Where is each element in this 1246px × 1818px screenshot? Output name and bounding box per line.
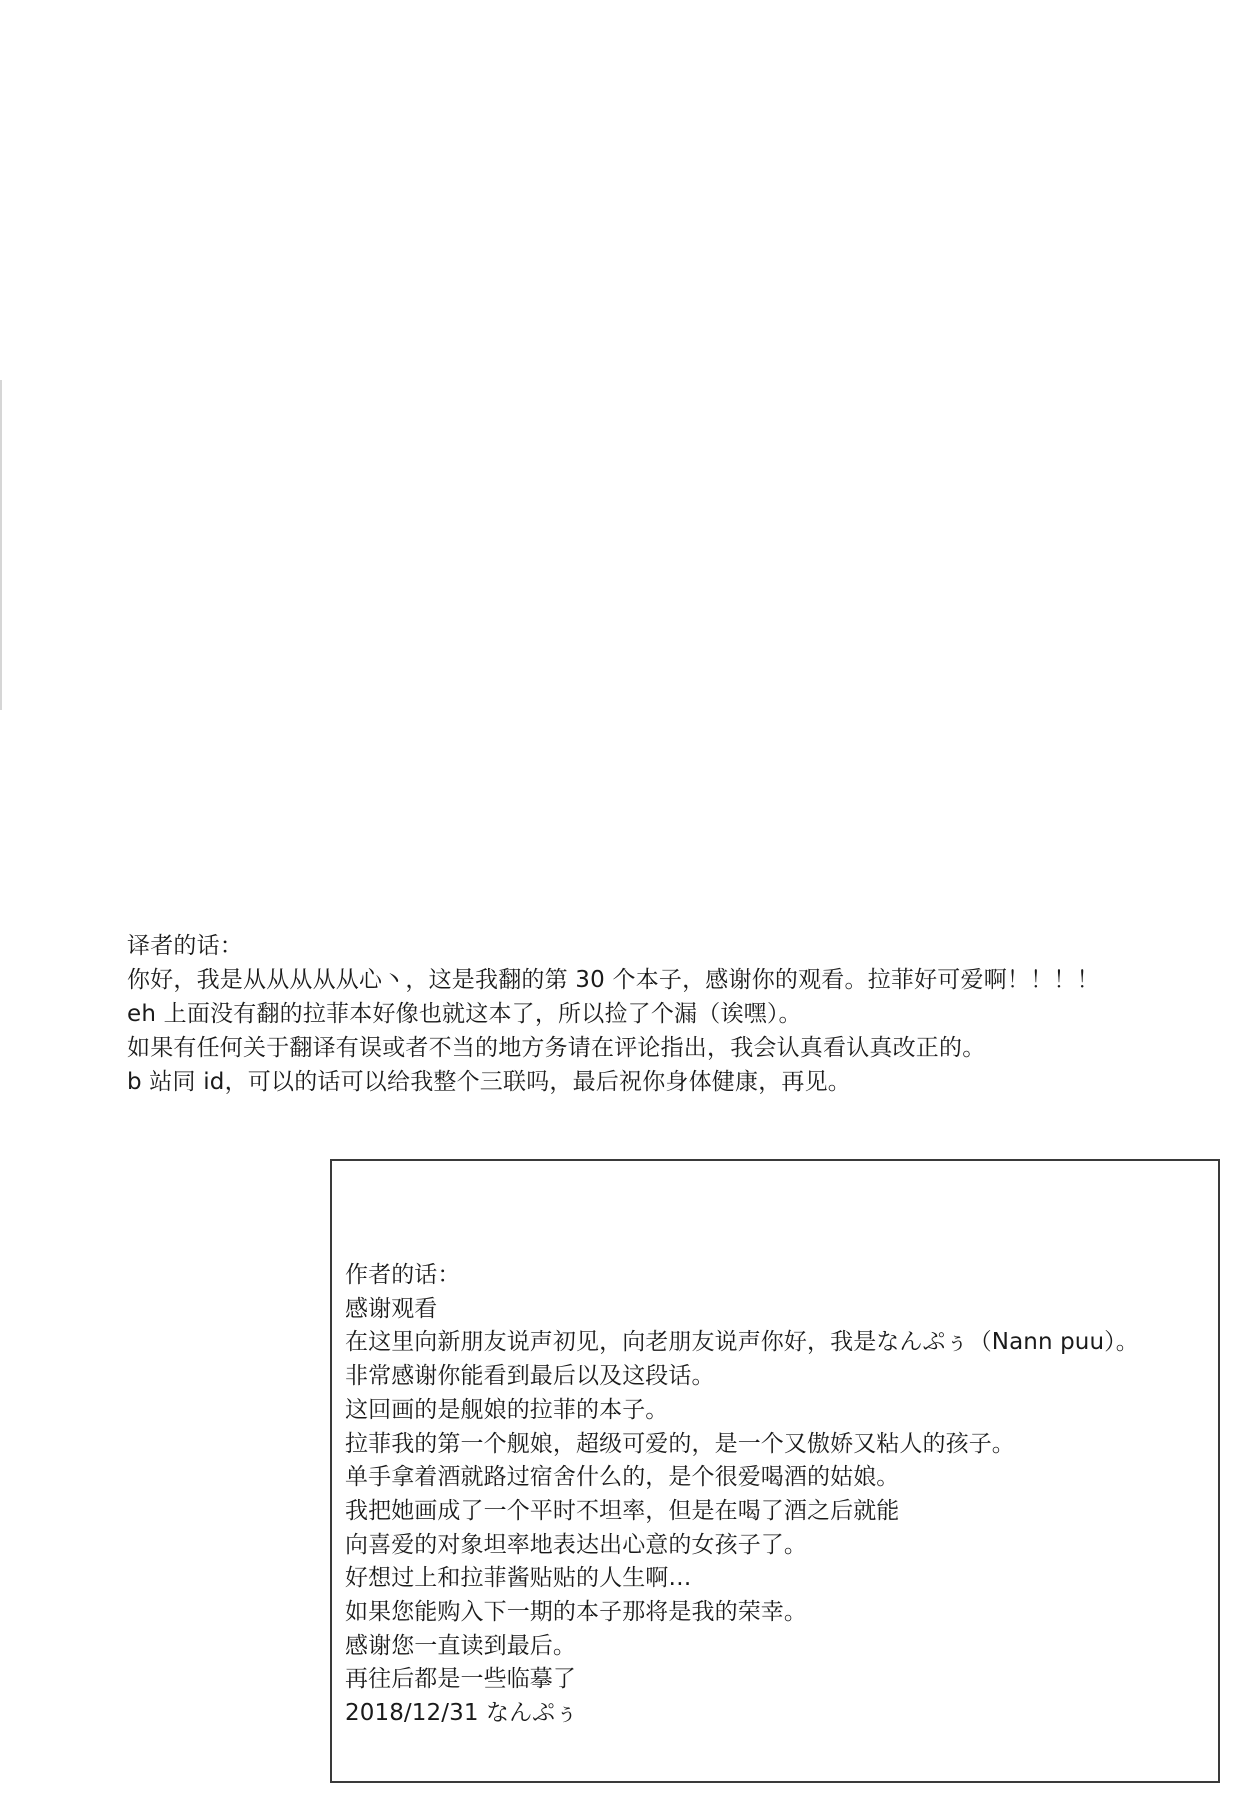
translator-note-line: b 站同 id，可以的话可以给我整个三联吗，最后祝你身体健康，再见。 [127,1069,852,1095]
author-note-signature: 2018/12/31 なんぷぅ [345,1700,579,1727]
translator-note-heading: 译者的话： [127,933,243,959]
author-note-line: 感谢观看 [345,1295,438,1322]
author-note-line: 向喜爱的对象坦率地表达出心意的女孩子了。 [345,1531,807,1558]
translator-note-line: 如果有任何关于翻译有误或者不当的地方务请在评论指出，我会认真看认真改正的。 [127,1035,986,1061]
author-note-line: 好想过上和拉菲酱贴贴的人生啊… [345,1565,692,1592]
author-note-line: 非常感谢你能看到最后以及这段话。 [345,1363,715,1390]
author-note-line: 再往后都是一些临摹了 [345,1666,576,1693]
author-note-heading: 作者的话： [345,1262,461,1288]
author-note-line: 如果您能购入下一期的本子那将是我的荣幸。 [345,1599,807,1626]
translator-note-line: 你好，我是从从从从从心丶，这是我翻的第 30 个本子，感谢你的观看。拉菲好可爱啊！！！！ [127,967,1100,993]
author-note-line: 拉菲我的第一个舰娘，超级可爱的，是一个又傲娇又粘人的孩子。 [345,1430,1015,1457]
author-note-line: 这回画的是舰娘的拉菲的本子。 [345,1396,669,1423]
translator-note [127,929,1187,1099]
author-note-line: 单手拿着酒就路过宿舍什么的，是个很爱喝酒的姑娘。 [345,1464,900,1491]
translator-note-line: eh 上面没有翻的拉菲本好像也就这本了，所以捡了个漏（诶嘿）。 [127,1001,802,1027]
author-note-box [330,1159,1220,1783]
author-note [345,1259,1210,1731]
page-edge-shadow [0,380,2,710]
author-note-line: 我把她画成了一个平时不坦率，但是在喝了酒之后就能 [345,1497,900,1524]
author-note-line: 感谢您一直读到最后。 [345,1632,576,1659]
author-note-line: 在这里向新朋友说声初见，向老朋友说声你好，我是なんぷぅ（Nann puu）。 [345,1329,1139,1356]
